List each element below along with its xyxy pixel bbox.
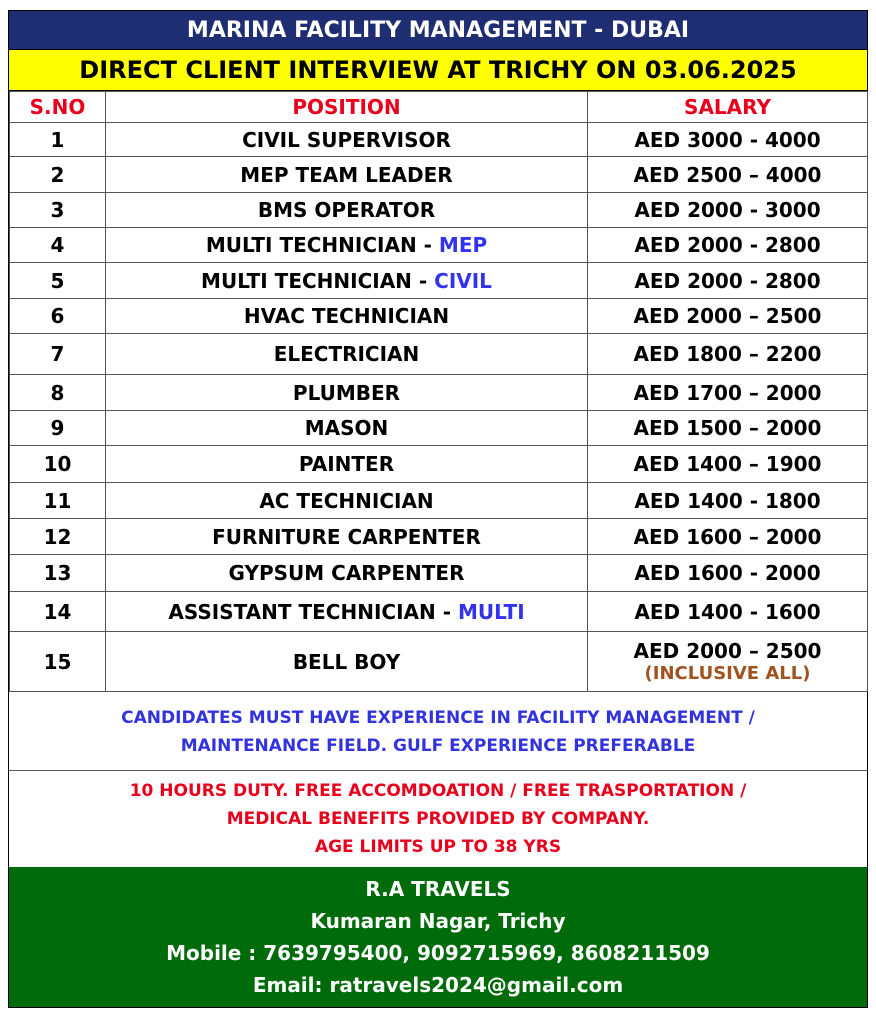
table-row xyxy=(10,519,868,555)
row-number: 5 xyxy=(10,263,106,299)
position-specialty: MEP xyxy=(438,233,488,257)
salary-range: AED 2000 – 2500 xyxy=(633,304,822,328)
column-header-salary: SALARY xyxy=(588,92,868,123)
salary-cell xyxy=(588,263,868,299)
table-row xyxy=(10,228,868,263)
position-title: MASON xyxy=(304,416,389,440)
position-cell xyxy=(106,632,588,692)
position-cell xyxy=(106,334,588,375)
position-title: AC TECHNICIAN xyxy=(259,488,434,513)
table-row xyxy=(10,411,868,446)
contact-footer xyxy=(9,867,867,1007)
position-specialty: MULTI xyxy=(457,599,525,624)
salary-cell xyxy=(588,123,868,157)
position-cell xyxy=(106,193,588,228)
table-row xyxy=(10,193,868,228)
position-title: PAINTER xyxy=(298,452,395,476)
position-title: BMS OPERATOR xyxy=(257,198,436,222)
salary-range: AED 1600 – 2000 xyxy=(633,524,822,549)
position-cell xyxy=(106,263,588,299)
position-title: ELECTRICIAN xyxy=(273,342,420,366)
experience-note-line: MAINTENANCE FIELD. GULF EXPERIENCE PREFERABLE xyxy=(180,735,696,756)
experience-note xyxy=(9,693,867,771)
position-specialty: CIVIL xyxy=(434,268,492,293)
salary-cell xyxy=(588,193,868,228)
company-name: R.A TRAVELS xyxy=(365,877,511,901)
row-number: 12 xyxy=(10,519,106,555)
row-number: 15 xyxy=(10,632,106,692)
row-number: 8 xyxy=(10,375,106,411)
table-row xyxy=(10,483,868,519)
salary-range: AED 1800 – 2200 xyxy=(633,342,822,366)
table-row xyxy=(10,123,868,157)
interview-banner: DIRECT CLIENT INTERVIEW AT TRICHY ON 03.06.2025 xyxy=(9,49,867,91)
row-number: 14 xyxy=(10,592,106,632)
table-row xyxy=(10,632,868,692)
row-number: 9 xyxy=(10,411,106,446)
salary-range: AED 2000 – 2500 xyxy=(633,639,822,663)
table-row xyxy=(10,592,868,632)
position-title: HVAC TECHNICIAN xyxy=(243,304,450,328)
salary-cell xyxy=(588,299,868,334)
poster-title: MARINA FACILITY MANAGEMENT - DUBAI xyxy=(9,11,867,49)
row-number: 4 xyxy=(10,228,106,263)
position-cell xyxy=(106,592,588,632)
position-title: PLUMBER xyxy=(292,380,401,405)
row-number: 1 xyxy=(10,123,106,157)
salary-cell xyxy=(588,446,868,483)
salary-range: AED 3000 - 4000 xyxy=(634,127,821,152)
column-header-sno: S.NO xyxy=(10,92,106,123)
salary-cell xyxy=(588,483,868,519)
salary-range: AED 1400 - 1600 xyxy=(634,599,821,624)
position-cell xyxy=(106,228,588,263)
position-cell xyxy=(106,555,588,592)
table-header-row xyxy=(10,92,868,123)
position-cell xyxy=(106,299,588,334)
salary-range: AED 2000 - 3000 xyxy=(634,198,821,222)
salary-cell xyxy=(588,228,868,263)
salary-range: AED 2500 – 4000 xyxy=(633,162,822,187)
table-row xyxy=(10,446,868,483)
salary-range: AED 1500 – 2000 xyxy=(633,416,822,440)
position-title: BELL BOY xyxy=(292,649,401,674)
table-row xyxy=(10,157,868,193)
position-title: FURNITURE CARPENTER xyxy=(212,524,481,549)
table-row xyxy=(10,334,868,375)
position-cell xyxy=(106,375,588,411)
salary-range: AED 2000 - 2800 xyxy=(634,268,821,293)
position-title: MULTI TECHNICIAN - xyxy=(201,268,435,293)
position-cell xyxy=(106,446,588,483)
row-number: 6 xyxy=(10,299,106,334)
position-cell xyxy=(106,411,588,446)
benefits-note-line: AGE LIMITS UP TO 38 YRS xyxy=(314,837,562,857)
table-row xyxy=(10,299,868,334)
salary-range: AED 1600 - 2000 xyxy=(634,561,821,585)
table-row xyxy=(10,263,868,299)
job-poster xyxy=(8,10,868,1008)
contact-mobile: Mobile : 7639795400, 9092715969, 8608211509 xyxy=(166,941,710,965)
position-title: GYPSUM CARPENTER xyxy=(228,561,465,585)
salary-cell xyxy=(588,519,868,555)
position-cell xyxy=(106,123,588,157)
salary-cell xyxy=(588,592,868,632)
position-title: CIVIL SUPERVISOR xyxy=(242,127,451,152)
benefits-note-line: 10 HOURS DUTY. FREE ACCOMDOATION / FREE TRASPORTATION / xyxy=(129,781,747,801)
position-title: MEP TEAM LEADER xyxy=(240,162,453,187)
position-cell xyxy=(106,483,588,519)
salary-cell xyxy=(588,375,868,411)
row-number: 7 xyxy=(10,334,106,375)
position-cell xyxy=(106,157,588,193)
salary-note: (INCLUSIVE ALL) xyxy=(644,663,811,684)
salary-cell xyxy=(588,157,868,193)
position-title: ASSISTANT TECHNICIAN - xyxy=(168,599,458,624)
position-cell xyxy=(106,519,588,555)
row-number: 2 xyxy=(10,157,106,193)
salary-range: AED 2000 - 2800 xyxy=(634,233,821,257)
row-number: 10 xyxy=(10,446,106,483)
position-title: MULTI TECHNICIAN - xyxy=(205,233,439,257)
benefits-note-line: MEDICAL BENEFITS PROVIDED BY COMPANY. xyxy=(226,809,650,829)
salary-range: AED 1400 – 1900 xyxy=(633,452,822,476)
experience-note-line: CANDIDATES MUST HAVE EXPERIENCE IN FACILITY MANAGEMENT / xyxy=(121,707,755,728)
table-row xyxy=(10,375,868,411)
company-address: Kumaran Nagar, Trichy xyxy=(310,909,566,933)
salary-cell xyxy=(588,334,868,375)
row-number: 11 xyxy=(10,483,106,519)
positions-table xyxy=(9,91,868,692)
salary-cell xyxy=(588,632,868,692)
benefits-note xyxy=(9,771,867,867)
salary-cell xyxy=(588,555,868,592)
salary-range: AED 1400 - 1800 xyxy=(634,488,821,513)
table-row xyxy=(10,555,868,592)
salary-cell xyxy=(588,411,868,446)
salary-range: AED 1700 – 2000 xyxy=(633,380,822,405)
row-number: 13 xyxy=(10,555,106,592)
row-number: 3 xyxy=(10,193,106,228)
column-header-position: POSITION xyxy=(106,92,588,123)
contact-email: Email: ratravels2024@gmail.com xyxy=(252,973,624,997)
